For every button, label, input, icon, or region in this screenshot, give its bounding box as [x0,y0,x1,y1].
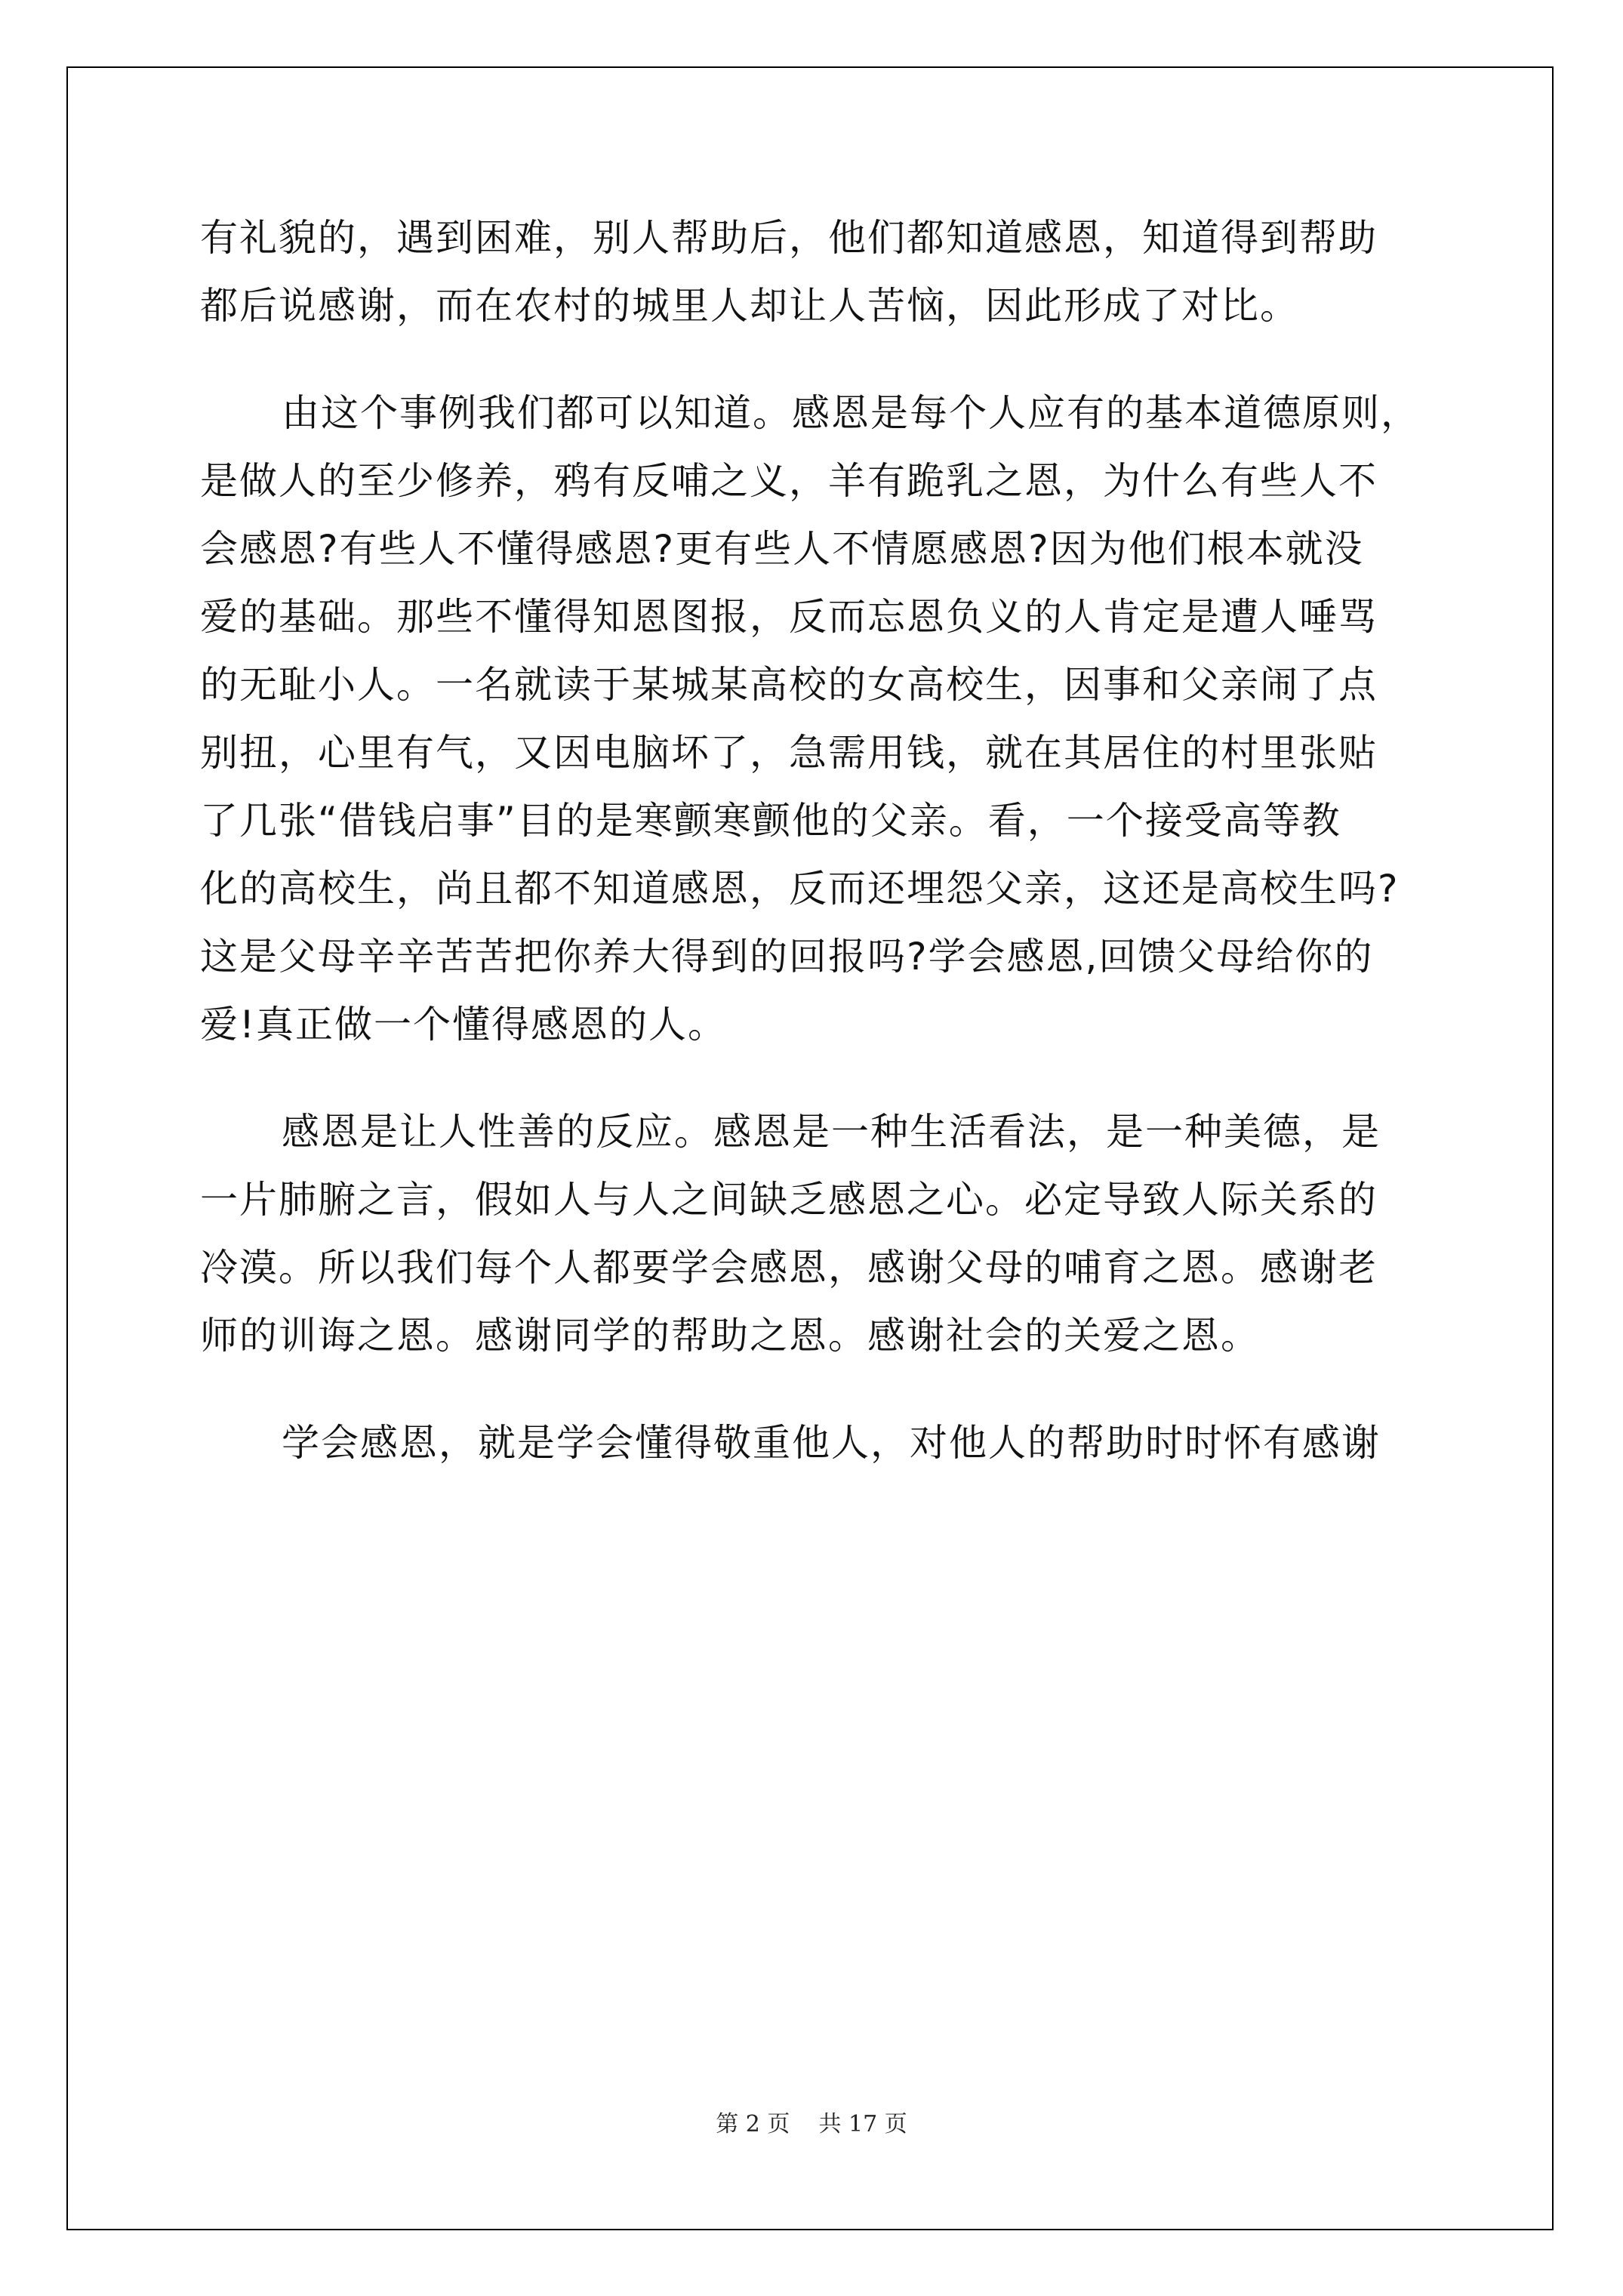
text-line: 都后说感谢，而在农村的城里人却让人苦恼，因此形成了对比。 [200,284,1299,328]
paragraph-1 [200,204,1446,340]
text-line: 会感恩?有些人不懂得感恩?更有些人不情愿感恩?因为他们根本就没 [200,527,1364,571]
paragraph-4 [200,1409,1446,1477]
text-line: 了几张“借钱启事”目的是寒颤寒颤他的父亲。看，一个接受高等教 [200,799,1341,843]
text-line: 别扭，心里有气，又因电脑坏了，急需用钱，就在其居住的村里张贴 [200,731,1378,775]
text-line: 一片肺腑之言，假如人与人之间缺乏感恩之心。必定导致人际关系的 [200,1178,1378,1222]
paragraph-2 [200,379,1446,1059]
text-line: 感恩是让人性善的反应。感恩是一种生活看法，是一种美德，是 [282,1110,1381,1154]
text-line: 由这个事例我们都可以知道。感恩是每个人应有的基本道德原则， [282,391,1420,435]
text-line: 化的高校生，尚且都不知道感恩，反而还埋怨父亲，这还是高校生吗? [200,867,1400,911]
text-line: 爱的基础。那些不懂得知恩图报，反而忘恩负义的人肯定是遭人唾骂 [200,595,1378,639]
text-line: 冷漠。所以我们每个人都要学会感恩，感谢父母的哺育之恩。感谢老 [200,1246,1378,1290]
text-line: 师的训诲之恩。感谢同学的帮助之恩。感谢社会的关爱之恩。 [200,1314,1260,1358]
text-line: 的无耻小人。一名就读于某城某高校的女高校生，因事和父亲闹了点 [200,663,1378,707]
paragraph-3 [200,1098,1446,1370]
text-line: 是做人的至少修养，鸦有反哺之义，羊有跪乳之恩，为什么有些人不 [200,459,1378,503]
text-line: 学会感恩，就是学会懂得敬重他人，对他人的帮助时时怀有感谢 [282,1421,1381,1465]
text-line: 这是父母辛辛苦苦把你养大得到的回报吗?学会感恩,回馈父母给你的 [200,935,1374,978]
text-line: 爱!真正做一个懂得感恩的人。 [200,1003,728,1046]
text-line: 有礼貌的，遇到困难，别人帮助后，他们都知道感恩，知道得到帮助 [200,216,1378,260]
page-number-footer: 第 2 页 共 17 页 [716,2111,907,2137]
document-body [200,204,1446,1477]
